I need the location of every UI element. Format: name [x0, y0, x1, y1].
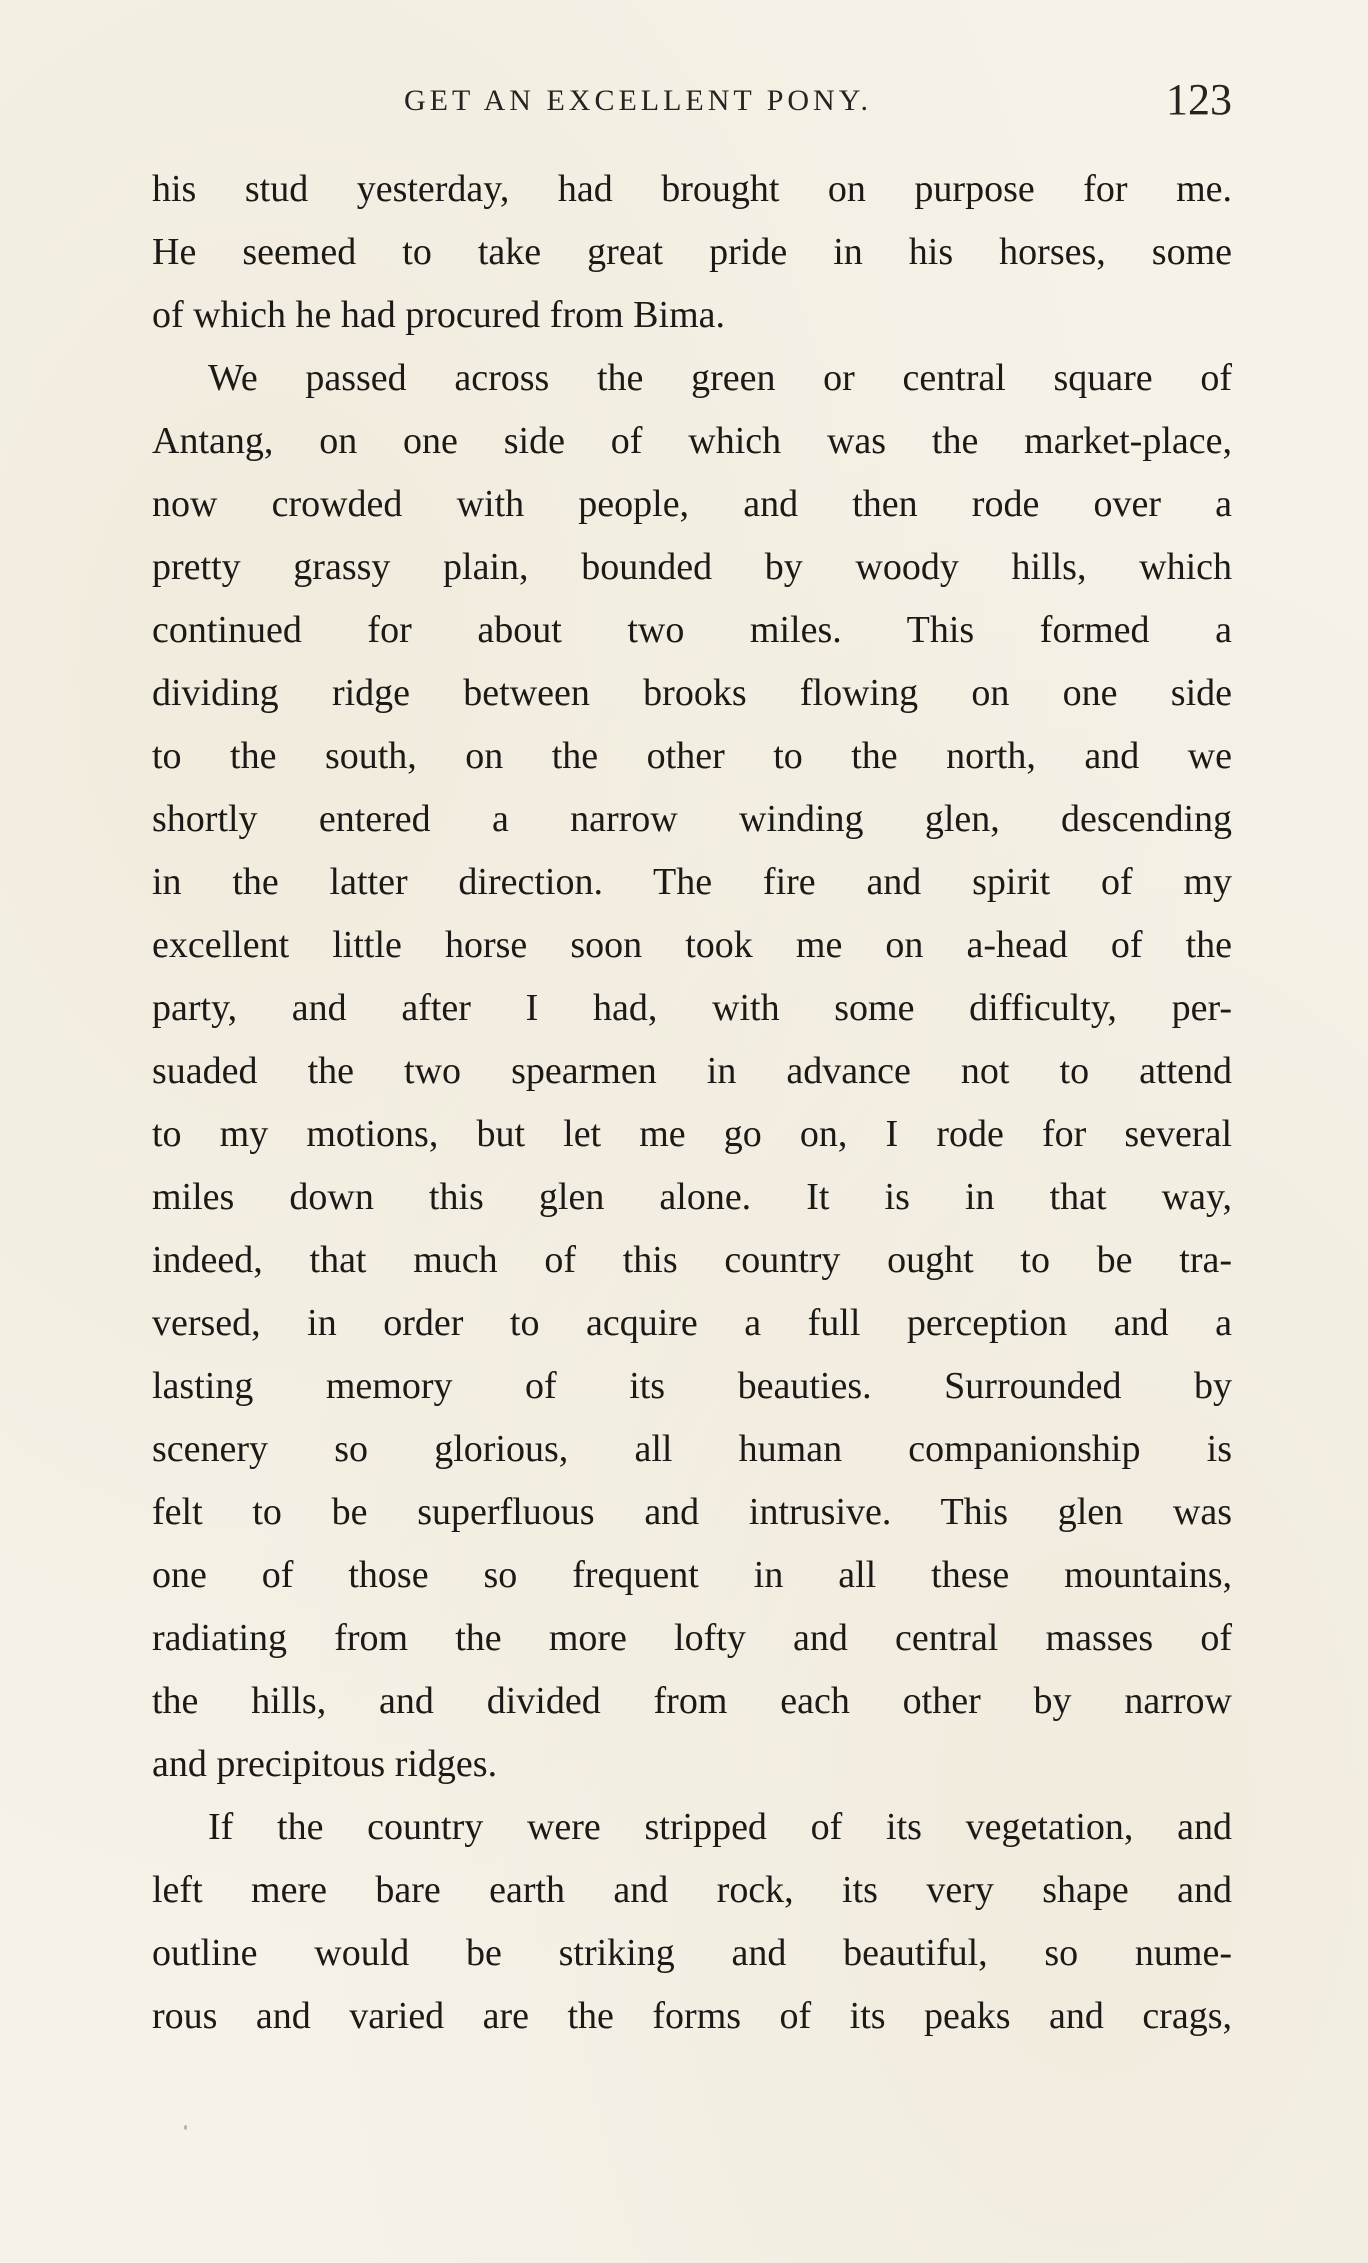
- text-line: to my motions, but let me go on, I rode for several: [152, 1113, 1232, 1155]
- text-line: to the south, on the other to the north, and we: [152, 735, 1232, 777]
- body-text: [152, 158, 1232, 2048]
- text-line: and precipitous ridges.: [152, 1743, 498, 1785]
- text-line: lasting memory of its beauties. Surrounded by: [152, 1365, 1232, 1407]
- text-line: continued for about two miles. This formed a: [152, 609, 1232, 651]
- paper-speck: [184, 2125, 187, 2130]
- page-number: 123: [1166, 75, 1232, 124]
- text-line: versed, in order to acquire a full perception and a: [152, 1302, 1232, 1344]
- text-line: miles down this glen alone. It is in that way,: [152, 1176, 1232, 1218]
- text-line: the hills, and divided from each other by narrow: [152, 1680, 1232, 1722]
- text-line: We passed across the green or central square of: [208, 357, 1232, 399]
- text-line: pretty grassy plain, bounded by woody hills, which: [152, 546, 1232, 588]
- text-line: radiating from the more lofty and central masses of: [152, 1617, 1232, 1659]
- text-line: rous and varied are the forms of its peaks and crags,: [152, 1995, 1232, 2037]
- text-line: one of those so frequent in all these mountains,: [152, 1554, 1232, 1596]
- text-line: of which he had procured from Bima.: [152, 294, 725, 336]
- text-line: dividing ridge between brooks flowing on one side: [152, 672, 1232, 714]
- text-line: in the latter direction. The fire and spirit of my: [152, 861, 1232, 903]
- text-line: shortly entered a narrow winding glen, descending: [152, 798, 1232, 840]
- text-line: felt to be superfluous and intrusive. This glen was: [152, 1491, 1232, 1533]
- text-line: left mere bare earth and rock, its very shape and: [152, 1869, 1232, 1911]
- text-line: outline would be striking and beautiful, so nume-: [152, 1932, 1232, 1974]
- text-line: If the country were stripped of its vegetation, and: [208, 1806, 1232, 1848]
- text-line: now crowded with people, and then rode over a: [152, 483, 1232, 525]
- text-line: indeed, that much of this country ought to be tra-: [152, 1239, 1232, 1281]
- text-line: his stud yesterday, had brought on purpose for me.: [152, 168, 1232, 210]
- running-head: [152, 75, 1232, 138]
- text-line: party, and after I had, with some difficulty, per-: [152, 987, 1232, 1029]
- text-line: scenery so glorious, all human companionship is: [152, 1428, 1232, 1470]
- text-line: suaded the two spearmen in advance not to attend: [152, 1050, 1232, 1092]
- text-line: Antang, on one side of which was the market-place,: [152, 420, 1232, 462]
- text-line: He seemed to take great pride in his horses, some: [152, 231, 1232, 273]
- running-title: GET AN EXCELLENT PONY.: [404, 84, 873, 117]
- text-line: excellent little horse soon took me on a-head of the: [152, 924, 1232, 966]
